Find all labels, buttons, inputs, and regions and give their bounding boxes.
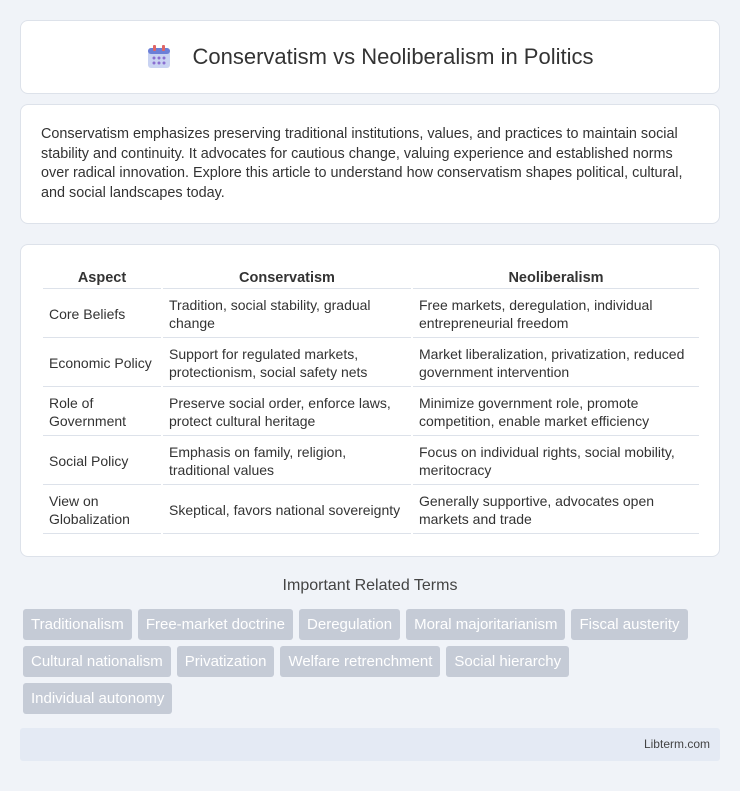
- related-terms-list: [23, 609, 723, 714]
- table-row: [43, 291, 699, 338]
- table-cell-neoliberalism: Market liberalization, privatization, reduced government intervention: [413, 340, 699, 387]
- term-tag[interactable]: Free-market doctrine: [138, 609, 293, 640]
- term-tag[interactable]: Traditionalism: [23, 609, 132, 640]
- header-aspect: Aspect: [43, 267, 161, 289]
- term-tag[interactable]: Individual autonomy: [23, 683, 172, 714]
- header-neoliberalism: Neoliberalism: [413, 267, 699, 289]
- footer: [20, 728, 720, 761]
- term-tag[interactable]: Social hierarchy: [446, 646, 569, 677]
- table-row: [43, 438, 699, 485]
- comparison-table-card: [20, 244, 720, 557]
- table-cell-neoliberalism: Free markets, deregulation, individual entrepreneurial freedom: [413, 291, 699, 338]
- table-cell-conservatism: Tradition, social stability, gradual change: [163, 291, 411, 338]
- table-cell-aspect: Social Policy: [43, 438, 161, 485]
- title-card: [20, 20, 720, 94]
- intro-text: Conservatism emphasizes preserving traditional institutions, values, and practices to maintain social stability and continuity. It advocates for cautious change, valuing experience and established norms over radical innovation. Explore this article to understand how conservatism shapes political, cultural, and social landscapes today.: [41, 126, 683, 201]
- term-tag[interactable]: Moral majoritarianism: [406, 609, 565, 640]
- term-tag[interactable]: Welfare retrenchment: [280, 646, 440, 677]
- intro-card: [20, 104, 720, 224]
- table-cell-aspect: Role of Government: [43, 389, 161, 436]
- table-cell-conservatism: Support for regulated markets, protectionism, social safety nets: [163, 340, 411, 387]
- footer-site-link[interactable]: Libterm.com: [643, 737, 710, 751]
- table-row: [43, 389, 699, 436]
- table-cell-conservatism: Skeptical, favors national sovereignty: [163, 487, 411, 534]
- table-row: [43, 340, 699, 387]
- table-cell-neoliberalism: Focus on individual rights, social mobility, meritocracy: [413, 438, 699, 485]
- table-cell-aspect: Economic Policy: [43, 340, 161, 387]
- page-title: Conservatism vs Neoliberalism in Politics: [192, 44, 594, 69]
- table-cell-conservatism: Preserve social order, enforce laws, protect cultural heritage: [163, 389, 411, 436]
- calendar-icon: [146, 44, 172, 70]
- table-cell-aspect: Core Beliefs: [43, 291, 161, 338]
- table-cell-conservatism: Emphasis on family, religion, traditional values: [163, 438, 411, 485]
- comparison-table: [41, 265, 701, 536]
- header-conservatism: Conservatism: [163, 267, 411, 289]
- table-cell-neoliberalism: Minimize government role, promote competition, enable market efficiency: [413, 389, 699, 436]
- term-tag[interactable]: Privatization: [177, 646, 275, 677]
- related-terms-title: Important Related Terms: [282, 577, 458, 594]
- term-tag[interactable]: Fiscal austerity: [571, 609, 687, 640]
- table-cell-neoliberalism: Generally supportive, advocates open markets and trade: [413, 487, 699, 534]
- term-tag[interactable]: Deregulation: [299, 609, 400, 640]
- table-cell-aspect: View on Globalization: [43, 487, 161, 534]
- table-header-row: [43, 267, 699, 289]
- table-row: [43, 487, 699, 534]
- term-tag[interactable]: Cultural nationalism: [23, 646, 171, 677]
